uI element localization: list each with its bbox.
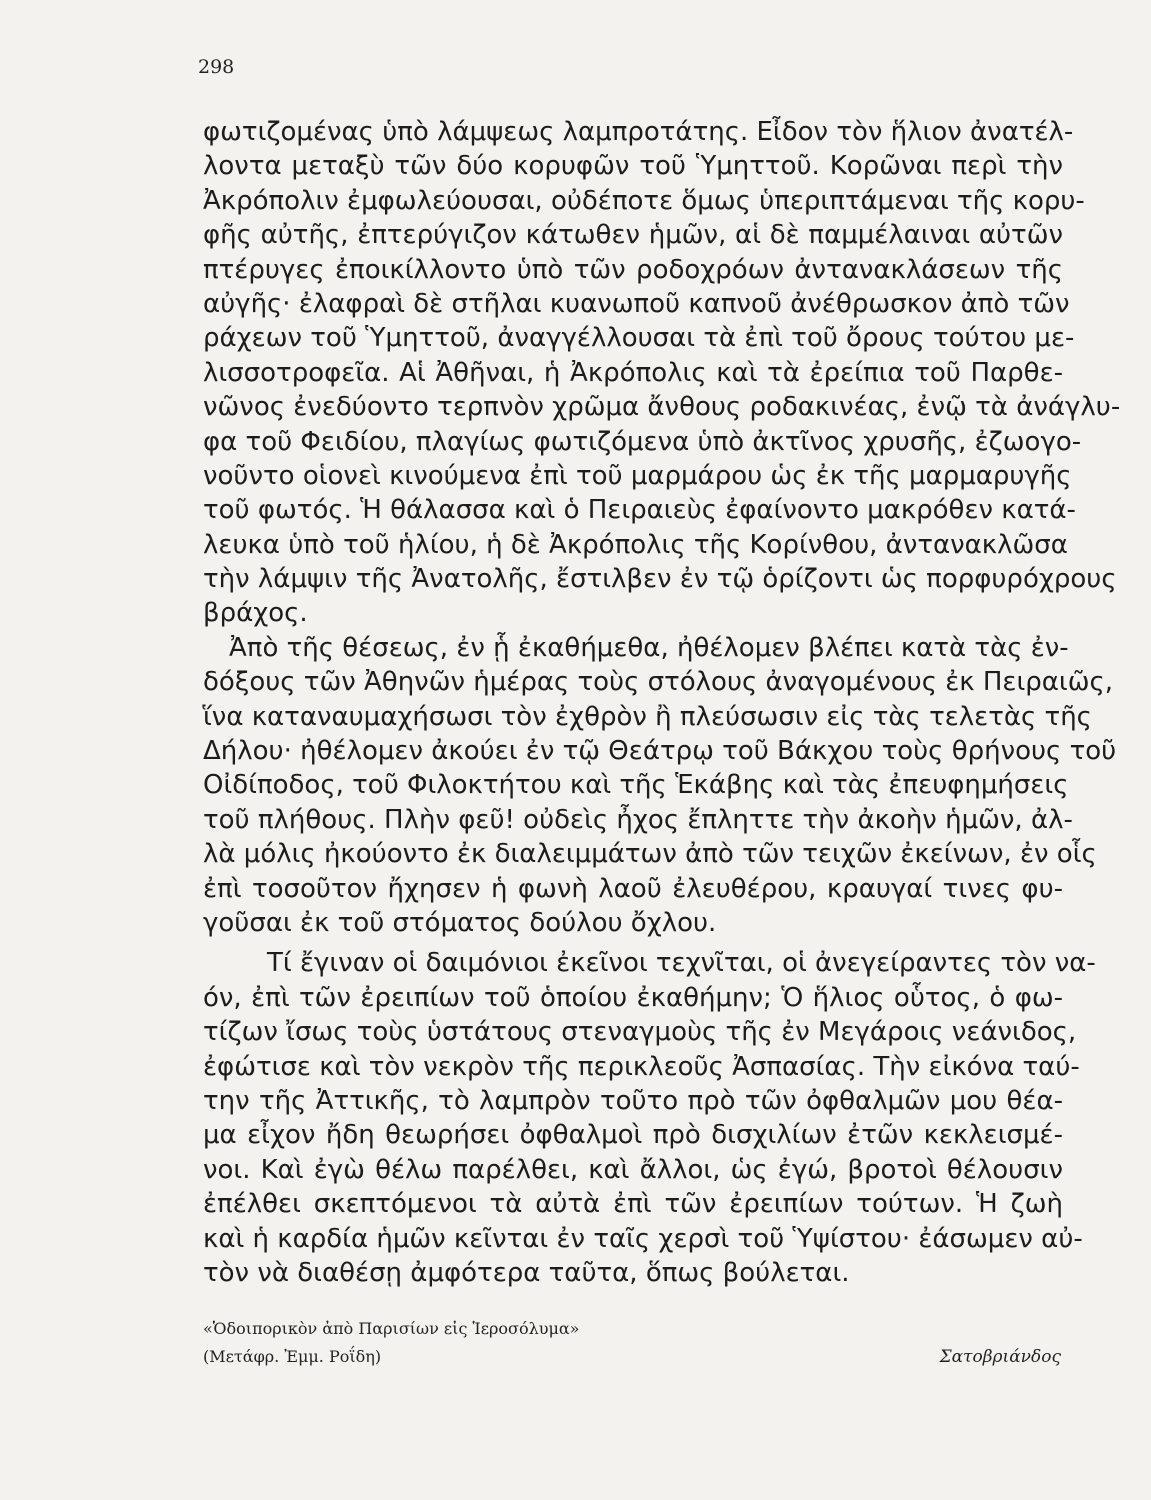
- text-line: δόξους τῶν Ἀθηνῶν ἡμέρας τοὺς στόλους ἀναγομένους ἐκ Πειραιῶς,: [203, 667, 1113, 698]
- text-line: την τῆς Ἀττικῆς, τὸ λαμπρὸν τοῦτο πρὸ τῶν ὀφθαλμῶν μου θέα-: [203, 1085, 1063, 1116]
- paragraph-1: [203, 115, 1121, 631]
- text-line: νοι. Καὶ ἐγὼ θέλω παρέλθει, καὶ ἄλλοι, ὡς ἐγώ, βροτοὶ θέλουσιν: [203, 1154, 1063, 1185]
- text-line: ράχεων τοῦ Ὑμηττοῦ, ἀναγγέλλουσαι τὰ ἐπὶ τοῦ ὄρους τούτου με-: [203, 323, 1075, 354]
- paragraph-3: [203, 946, 1096, 1290]
- text-line: Δήλου· ἠθέλομεν ἀκούει ἐν τῷ Θεάτρῳ τοῦ Βάκχου τοὺς θρήνους τοῦ: [203, 736, 1117, 767]
- translator-credit: (Μετάφρ. Ἐμμ. Ροΐδη): [203, 1347, 382, 1366]
- author-name: Σατοβριάνδος: [939, 1347, 1061, 1367]
- text-line: ἐπὶ τοσοῦτον ἤχησεν ἡ φωνὴ λαοῦ ἐλευθέρου, κραυγαί τινες φυ-: [203, 873, 1063, 904]
- body-text: [203, 115, 1121, 1290]
- text-line: βράχος.: [203, 598, 308, 629]
- text-line: φωτιζομένας ὑπὸ λάμψεως λαμπροτάτης. Εἶδον τὸν ἥλιον ἀνατέλ-: [203, 117, 1074, 147]
- source-row: [203, 1315, 1061, 1343]
- text-line: καὶ ἡ καρδία ἡμῶν κεῖνται ἐν ταῖς χερσὶ τοῦ Ὑψίστου· ἐάσωμεν αὐ-: [203, 1223, 1083, 1254]
- text-line: ἐφώτισε καὶ τὸν νεκρὸν τῆς περικλεοῦς Ἀσπασίας. Τὴν εἰκόνα ταύ-: [203, 1051, 1080, 1082]
- text-line: μα εἶχον ἤδη θεωρήσει ὀφθαλμοὶ πρὸ δισχιλίων ἐτῶν κεκλεισμέ-: [203, 1120, 1063, 1151]
- text-line: όν, ἐπὶ τῶν ἐρειπίων τοῦ ὁποίου ἐκαθήμην; Ὁ ἥλιος οὗτος, ὁ φω-: [203, 982, 1063, 1013]
- text-line: πτέρυγες ἐποικίλλοντο ὑπὸ τῶν ροδοχρόων ἀντανακλάσεων τῆς: [203, 254, 1063, 285]
- source-title: «Ὁδοιπορικὸν ἀπὸ Παρισίων εἰς Ἱεροσόλυμα»: [203, 1319, 580, 1338]
- credits: [203, 1315, 1061, 1371]
- text-line: φα τοῦ Φειδίου, πλαγίως φωτιζόμενα ὑπὸ ἀκτῖνος χρυσῆς, ἐζωογο-: [203, 426, 1082, 457]
- text-line: αὐγῆς· ἐλαφραὶ δὲ στῆλαι κυανωποῦ καπνοῦ ἀνέθρωσκον ἀπὸ τῶν: [203, 288, 1070, 319]
- text-line: τίζων ἴσως τοὺς ὑστάτους στεναγμοὺς τῆς ἐν Μεγάροις νεάνιδος,: [203, 1017, 1077, 1048]
- text-line: ἐπέλθει σκεπτόμενοι τὰ αὐτὰ ἐπὶ τῶν ἐρειπίων τούτων. Ἡ ζωὴ: [203, 1189, 1063, 1220]
- text-line: λὰ μόλις ἠκούοντο ἐκ διαλειμμάτων ἀπὸ τῶν τειχῶν ἐκείνων, ἐν οἷς: [203, 839, 1097, 870]
- text-line: νοῦντο οἱονεὶ κινούμενα ἐπὶ τοῦ μαρμάρου ὡς ἐκ τῆς μαρμαρυγῆς: [203, 460, 1072, 491]
- text-line: τοῦ πλήθους. Πλὴν φεῦ! οὐδεὶς ἦχος ἔπληττε τὴν ἀκοὴν ἡμῶν, ἀλ-: [203, 804, 1073, 835]
- text-line: τὴν λάμψιν τῆς Ἀνατολῆς, ἔστιλβεν ἐν τῷ ὁρίζοντι ὡς πορφυρόχρους: [203, 564, 1117, 595]
- page-number: 298: [198, 56, 235, 78]
- text-line: Οἰδίποδος, τοῦ Φιλοκτήτου καὶ τῆς Ἑκάβης καὶ τὰς ἐπευφημήσεις: [203, 770, 1069, 801]
- text-line: νῶνος ἐνεδύοντο τερπνὸν χρῶμα ἄνθους ροδακινέας, ἐνῷ τὰ ἀνάγλυ-: [203, 392, 1121, 423]
- attribution-row: [203, 1343, 1061, 1371]
- text-line: τοῦ φωτός. Ἡ θάλασσα καὶ ὁ Πειραιεὺς ἐφαίνοντο μακρόθεν κατά-: [203, 495, 1076, 526]
- text-line: τὸν νὰ διαθέσῃ ἀμφότερα ταῦτα, ὅπως βούλεται.: [203, 1257, 850, 1288]
- text-line: λοντα μεταξὺ τῶν δύο κορυφῶν τοῦ Ὑμηττοῦ. Κορῶναι περὶ τὴν: [203, 151, 1063, 182]
- text-line: ἵνα καταναυμαχήσωσι τὸν ἐχθρὸν ἢ πλεύσωσιν εἰς τὰς τελετὰς τῆς: [203, 701, 1092, 732]
- text-line: λευκα ὑπὸ τοῦ ἡλίου, ἡ δὲ Ἀκρόπολις τῆς Κορίνθου, ἀντανακλῶσα: [203, 529, 1068, 560]
- text-line: λισσοτροφεῖα. Αἱ Ἀθῆναι, ἡ Ἀκρόπολις καὶ τὰ ἐρείπια τοῦ Παρθε-: [203, 357, 1063, 388]
- text-line: Ἀπὸ τῆς θέσεως, ἐν ᾗ ἐκαθήμεθα, ἠθέλομεν βλέπει κατὰ τὰς ἐν-: [229, 632, 1069, 663]
- paragraph-2: [203, 631, 1117, 941]
- text-line: φῆς αὐτῆς, ἐπτερύγιζον κάτωθεν ἡμῶν, αἱ δὲ παμμέλαιναι αὐτῶν: [203, 220, 1063, 251]
- text-line: Ἀκρόπολιν ἐμφωλεύουσαι, οὐδέποτε ὅμως ὑπεριπτάμεναι τῆς κορυ-: [203, 185, 1085, 216]
- text-line: Τί ἔγιναν οἱ δαιμόνιοι ἐκεῖνοι τεχνῖται, οἱ ἀνεγείραντες τὸν να-: [267, 948, 1096, 979]
- text-line: γοῦσαι ἐκ τοῦ στόματος δούλου ὄχλου.: [203, 907, 717, 938]
